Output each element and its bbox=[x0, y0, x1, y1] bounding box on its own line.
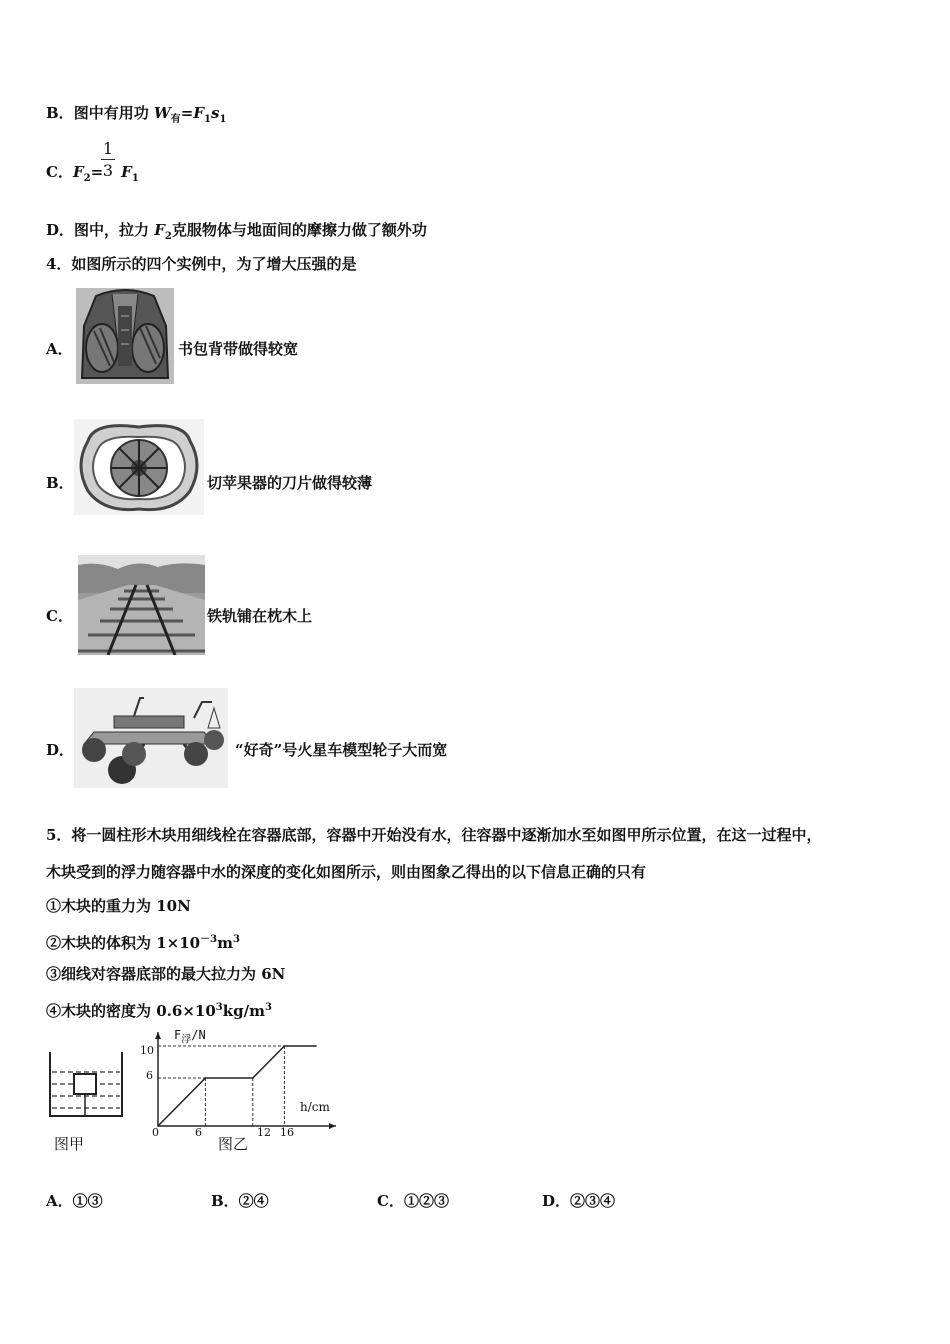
equals-sign: = bbox=[90, 163, 104, 181]
x-tick-16: 16 bbox=[280, 1126, 294, 1139]
railway-track-drawing bbox=[78, 555, 205, 655]
q4-option-d-caption: “好奇”号火星车模型轮子大而宽 bbox=[235, 741, 448, 759]
backpack-image bbox=[74, 286, 176, 386]
option-label: C． bbox=[46, 163, 73, 181]
fraction-bar bbox=[101, 159, 115, 160]
figure-yi-graph bbox=[140, 1026, 350, 1139]
y-label-subscript: 浮 bbox=[181, 1034, 192, 1046]
exponent: 3 bbox=[215, 1002, 223, 1013]
exponent: －3 bbox=[200, 934, 218, 945]
y-axis-label bbox=[174, 1028, 206, 1045]
y-label-unit: /N bbox=[191, 1028, 206, 1042]
q5-stem-line1: 5．将一圆柱形木块用细线栓在容器底部，容器中开始没有水，往容器中逐渐加水至如图甲所示位置，在这一过程中， bbox=[46, 826, 822, 844]
data-point-3 bbox=[284, 1045, 286, 1047]
option-label: B． bbox=[46, 104, 74, 122]
origin-label: 0 bbox=[152, 1126, 159, 1139]
q4-option-b-label: B． bbox=[46, 474, 74, 492]
force-subscript: 1 bbox=[204, 114, 211, 125]
work-symbol: W bbox=[153, 104, 171, 122]
mars-rover-image bbox=[74, 688, 228, 788]
exponent: 3 bbox=[232, 934, 240, 945]
q5-choice-d[interactable]: D．②③④ bbox=[542, 1192, 616, 1210]
fraction-one-third bbox=[101, 139, 115, 180]
q5-statement-2 bbox=[46, 930, 240, 953]
force-symbol: F bbox=[154, 221, 165, 239]
force-subscript: 2 bbox=[83, 173, 91, 184]
q4-option-d-label: D． bbox=[46, 741, 75, 759]
q5-choice-b[interactable]: B．②④ bbox=[211, 1192, 269, 1210]
q5-choice-a[interactable]: A．①③ bbox=[46, 1192, 103, 1210]
wooden-block bbox=[74, 1074, 96, 1094]
force-symbol: F bbox=[72, 163, 84, 181]
x-axis-label: h/cm bbox=[300, 1100, 330, 1114]
unit: m bbox=[217, 934, 233, 952]
force-subscript: 2 bbox=[164, 231, 172, 242]
fraction-numerator: 1 bbox=[102, 139, 114, 158]
x-tick-12: 12 bbox=[257, 1126, 271, 1139]
apple-slicer-image bbox=[74, 419, 204, 515]
force-subscript: 1 bbox=[131, 173, 139, 184]
force-symbol: F bbox=[121, 163, 132, 181]
distance-subscript: 1 bbox=[219, 114, 227, 125]
q4-option-a-label: A． bbox=[46, 340, 73, 358]
buoyancy-graph bbox=[140, 1026, 350, 1136]
railway-track-image bbox=[78, 555, 205, 655]
q4-option-b-caption: 切苹果器的刀片做得较薄 bbox=[207, 474, 373, 492]
option-text: 克服物体与地面间的摩擦力做了额外功 bbox=[171, 221, 427, 239]
option-text: 图中有用功 bbox=[73, 104, 154, 122]
data-point-2 bbox=[252, 1077, 254, 1079]
q4-option-c-label: C． bbox=[46, 607, 73, 625]
equals-sign: = bbox=[180, 104, 194, 122]
option-text: 图中，拉力 bbox=[74, 221, 155, 239]
x-axis-arrow bbox=[329, 1123, 336, 1129]
statement-text: ②木块的体积为 1×10 bbox=[46, 934, 201, 952]
mars-rover-drawing bbox=[74, 688, 228, 788]
work-subscript: 有 bbox=[170, 114, 181, 125]
q3-option-c bbox=[46, 162, 139, 189]
q3-option-b bbox=[46, 103, 226, 130]
q5-statement-1: ①木块的重力为 10N bbox=[46, 897, 191, 915]
statement-text: ④木块的密度为 0.6×10 bbox=[46, 1002, 216, 1020]
data-point-1 bbox=[205, 1077, 207, 1079]
y-label-symbol: F bbox=[174, 1028, 182, 1042]
figure-jia-caption: 图甲 bbox=[54, 1135, 85, 1153]
q4-option-c-caption: 铁轨铺在枕木上 bbox=[207, 607, 313, 625]
q5-statement-4 bbox=[46, 998, 272, 1021]
y-tick-10: 10 bbox=[140, 1044, 154, 1057]
q4-option-a-caption: 书包背带做得较宽 bbox=[178, 340, 299, 358]
q5-stem-line2: 木块受到的浮力随容器中水的深度的变化如图所示，则由图象乙得出的以下信息正确的只有 bbox=[46, 863, 647, 881]
y-tick-6: 6 bbox=[146, 1069, 153, 1082]
q5-choice-c[interactable]: C．①②③ bbox=[377, 1192, 449, 1210]
y-axis-arrow bbox=[155, 1032, 161, 1039]
figure-yi-caption: 图乙 bbox=[218, 1135, 249, 1153]
q3-option-d bbox=[46, 220, 427, 247]
data-point-4 bbox=[315, 1045, 317, 1047]
figure-jia-container bbox=[46, 1050, 126, 1130]
q5-statement-3: ③细线对容器底部的最大拉力为 6N bbox=[46, 965, 286, 983]
fraction-denominator: 3 bbox=[102, 161, 114, 180]
option-label: D． bbox=[46, 221, 75, 239]
distance-symbol: s bbox=[210, 104, 220, 122]
backpack-drawing bbox=[74, 286, 176, 386]
exponent: 3 bbox=[264, 1002, 272, 1013]
buoyancy-series-line bbox=[158, 1046, 316, 1126]
force-symbol: F bbox=[193, 104, 205, 122]
unit: kg/m bbox=[222, 1002, 265, 1020]
q4-stem: 4．如图所示的四个实例中，为了增大压强的是 bbox=[46, 255, 357, 273]
apple-slicer-drawing bbox=[74, 419, 204, 515]
x-tick-6: 6 bbox=[195, 1126, 202, 1139]
